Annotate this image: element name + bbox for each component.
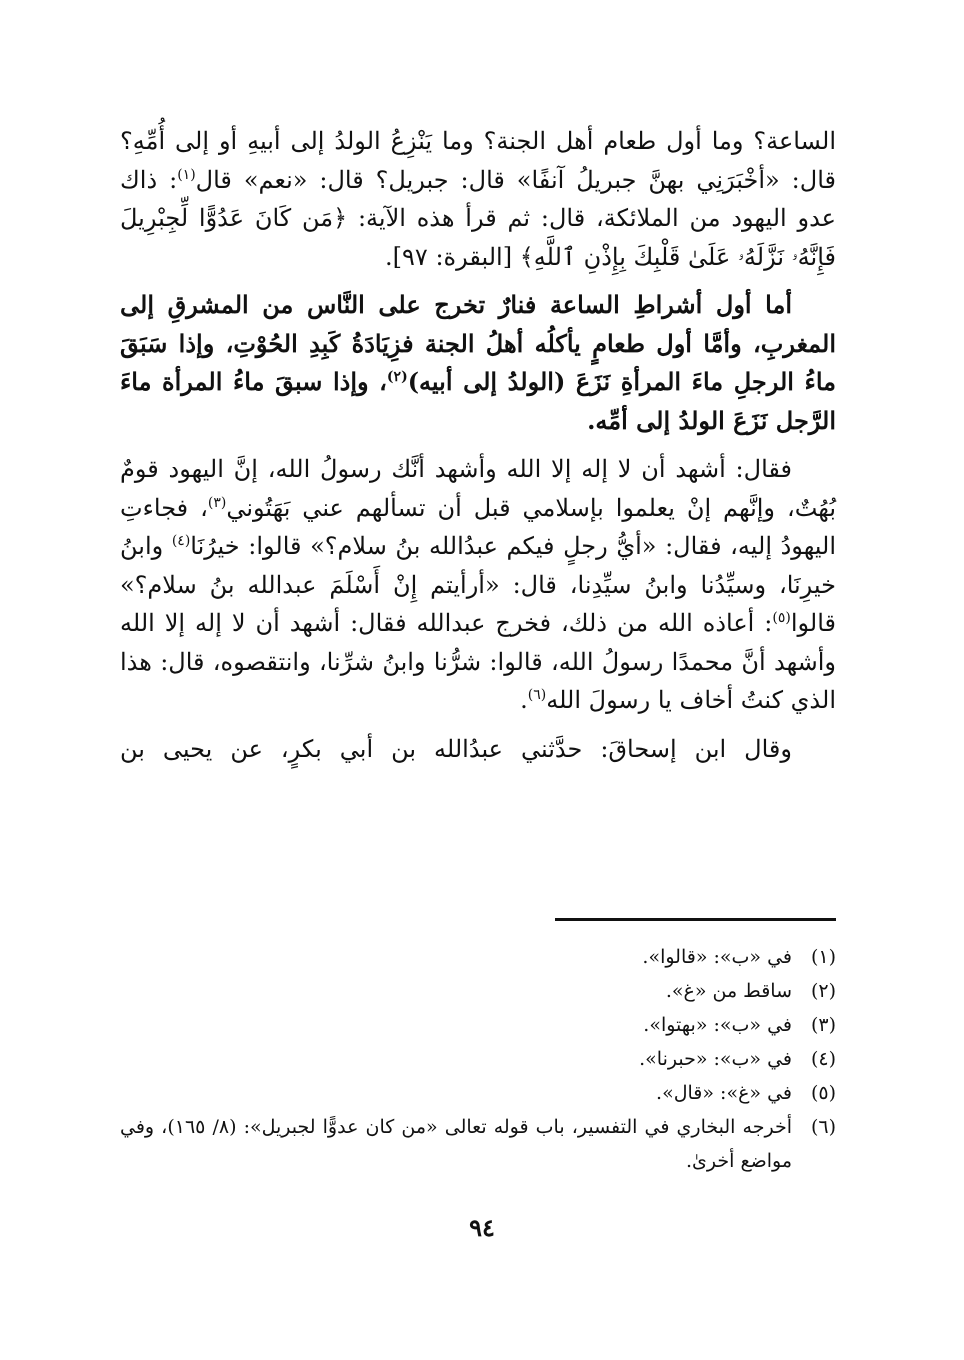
footnote-number: (٢) xyxy=(810,980,836,1002)
paragraph-3-text-c: وابنُ خيرِنَا، وسيِّدُنا وابنُ سيِّدِنا، قال: «أرأيتم إِنْ أَسْلَمَ عبدالله بنُ سلام؟» قالوا xyxy=(120,532,836,637)
footnotes-list xyxy=(120,940,836,1178)
footnote-number: (١) xyxy=(810,946,836,968)
footnote-number: (٦) xyxy=(810,1116,836,1138)
paragraph-2 xyxy=(120,286,836,440)
paragraph-1 xyxy=(120,122,836,276)
paragraph-3-text-e: . xyxy=(520,686,528,714)
paragraph-4-text: وقال ابن إسحاقَ: حدَّثني عبدُالله بن أبي بكرٍ، عن يحيى بن xyxy=(120,734,792,763)
paragraph-3-text-b: ، فجاءتِ اليهودُ إليه، فقال: «أيُّ رجلٍ فيكم عبدُالله بنُ سلام؟» قالوا: خيرُنَا xyxy=(120,493,836,560)
main-text xyxy=(120,122,836,768)
footnote-number: (٤) xyxy=(810,1048,836,1070)
paragraph-1-text: الساعة؟ وما أول طعام أهل الجنة؟ وما يَنْزِعُ الولدُ إلى أبيهِ أو إلى أُمِّهِ؟ قال: «أخْبَرَنِي بهنَّ جبريلُ آنفًا» قال: جبريل؟ قال: «نعم» قال xyxy=(120,127,836,194)
paragraph-1-text-continued: : ذاك عدو اليهود من الملائكة، قال: ثم قرأ هذه الآية: ﴿مَن كَانَ عَدُوًّا لِّجِبْرِيلَ فَإِنَّهُۥ نَزَّلَهُۥ عَلَىٰ قَلْبِكَ بِإِذْنِ ٱللَّهِ﴾ [البقرة: ٩٧]. xyxy=(120,165,836,271)
paragraph-4 xyxy=(120,730,836,769)
footnote-3 xyxy=(120,1008,836,1042)
paragraph-3 xyxy=(120,450,836,720)
footnote-ref-3: (٣) xyxy=(207,494,227,511)
paragraph-2-text: أما أول أشراطِ الساعة فنارٌ تخرج على النَّاس من المشرقِ إلى المغربِ، وأمَّا أول طعامٍ يأكلُه أهلُ الجنة فزِيَادَةُ كَبِدِ الحُوْتِ، وإذا سَبَقَ ماءُ الرجلِ ماءَ المرأةِ نَزَعَ (الولدُ إلى أبيه) xyxy=(120,290,836,396)
footnote-number: (٣) xyxy=(810,1014,836,1036)
footnote-text: في «ب»: «حبرنا». xyxy=(639,1048,792,1070)
footnote-text: في «ب»: «قالوا». xyxy=(642,946,792,968)
footnote-2 xyxy=(120,974,836,1008)
footnote-text: في «ب»: «بهتوا». xyxy=(643,1014,792,1036)
footnote-ref-6: (٦) xyxy=(527,687,547,703)
footnote-ref-2: (٢) xyxy=(386,369,408,385)
footnote-4 xyxy=(120,1042,836,1076)
paragraph-3-text-d: : أعاذه الله من ذلك، فخرج عبدالله فقال: أشهد أن لا إله إلا الله وأشهد أنَّ محمدًا رسولُ الله، قالوا: شرُّنا وابنُ شرِّنا، وانتقصوه، قال: هذا الذي كنتُ أخاف يا رسولَ الله xyxy=(120,609,836,714)
footnote-5 xyxy=(120,1076,836,1110)
footnote-1 xyxy=(120,940,836,974)
footnote-ref-1: (١) xyxy=(177,166,196,183)
footnote-separator xyxy=(555,918,836,921)
footnote-ref-5: (٥) xyxy=(772,610,791,626)
footnote-6 xyxy=(120,1110,836,1178)
paragraph-2-text-continued: ، وإذا سبقَ ماءُ المرأة ماءَ الرَّجل نَزَعَ الولدُ إلى أمِّه. xyxy=(120,367,836,435)
footnote-text: ساقط من «غ». xyxy=(665,980,792,1002)
footnote-text: أخرجه البخاري في التفسير، باب قوله تعالى «من كان عدوًّا لجبريل»: (٨/ ١٦٥)، وفي مواضع أخرىٰ. xyxy=(120,1116,792,1172)
page-number: ٩٤ xyxy=(469,1213,495,1242)
paragraph-3-text: فقال: أشهد أن لا إله إلا الله وأشهد أنَّك رسولُ الله، إنَّ اليهود قومٌ بُهُتٌ، وإنَّهم إنْ يعلموا بإسلامي قبل أن تسألهم عني بَهَتُوني xyxy=(120,455,836,522)
footnote-number: (٥) xyxy=(810,1082,836,1104)
footnote-text: في «غ»: «قال». xyxy=(656,1082,792,1104)
footnote-ref-4: (٤) xyxy=(171,533,191,549)
